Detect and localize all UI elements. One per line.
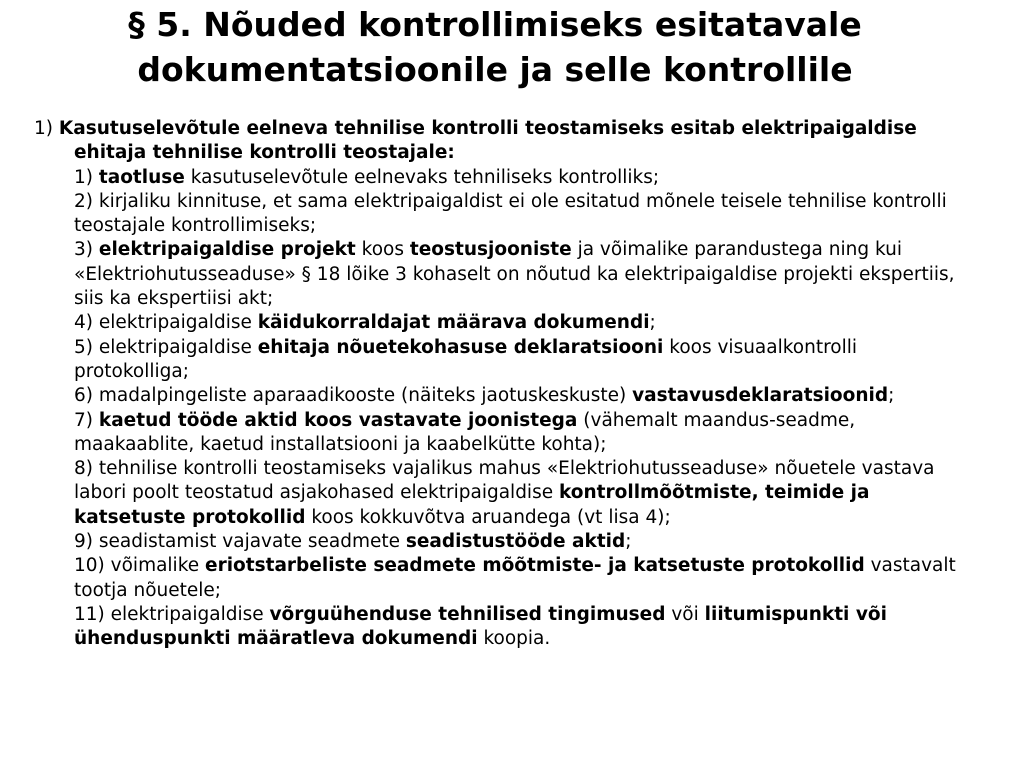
item-text: tehnilise kontrolli teostamiseks vajalikus mahus «Elektriohutusseaduse» nõuetele vastava labori poolt teostatud asjakohased elektripaigaldise xyxy=(74,458,935,504)
item-text-bold: võrguühenduse tehnilised tingimused xyxy=(269,603,666,625)
item-number: 4) xyxy=(74,312,93,334)
list-item xyxy=(74,554,964,603)
item-text-bold: teostusjooniste xyxy=(409,239,572,261)
item-text: ja võimalike parandustega ning kui «Elektriohutusseaduse» § 18 lõike 3 kohaselt on nõutud ka elektripaigaldise projekti ekspertiis, siis ka ekspertiisi akt; xyxy=(74,239,955,310)
item-text-bold: vastavusdeklaratsioonid xyxy=(632,385,889,407)
item-text-bold: käidukorraldajat määrava dokumendi xyxy=(257,312,650,334)
section-number: 1) xyxy=(34,118,53,139)
item-text: koos xyxy=(355,239,410,261)
item-text: koos visuaalkontrolli protokolliga; xyxy=(74,336,858,382)
item-number: 3) xyxy=(74,239,93,261)
item-number: 6) xyxy=(74,385,93,407)
item-text-bold: kaetud tööde aktid koos vastavate joonistega xyxy=(98,409,578,431)
item-number: 2) xyxy=(74,190,93,212)
item-text: elektripaigaldise xyxy=(98,336,258,358)
item-text-bold: taotluse xyxy=(98,166,185,188)
item-text: ; xyxy=(888,385,895,407)
item-text: elektripaigaldise xyxy=(110,603,270,625)
item-text-bold: elektripaigaldise projekt xyxy=(98,239,356,261)
item-text-bold: seadistustööde aktid xyxy=(405,531,626,553)
item-text: madalpingeliste aparaadikooste (näiteks jaotuskeskuste) xyxy=(98,385,633,407)
item-text: võimalike xyxy=(110,555,206,577)
item-text: koos kokkuvõtva aruandega (vt lisa 4); xyxy=(305,506,671,528)
list-item xyxy=(74,603,964,652)
item-number: 8) xyxy=(74,458,93,480)
item-text: (vähemalt maandus-seadme, maakaablite, kaetud installatsiooni ja kaabelkütte kohta); xyxy=(74,409,856,455)
item-text: või xyxy=(665,603,705,625)
item-number: 7) xyxy=(74,409,93,431)
item-text: vastavalt tootja nõuetele; xyxy=(74,555,956,601)
document-body xyxy=(34,117,964,652)
list-item xyxy=(74,530,964,554)
item-number: 5) xyxy=(74,336,93,358)
list-item xyxy=(74,384,964,408)
item-text: elektripaigaldise xyxy=(98,312,258,334)
list-item xyxy=(74,457,964,530)
item-text-bold: ehitaja nõuetekohasuse deklaratsiooni xyxy=(257,336,664,358)
item-text: koopia. xyxy=(477,628,551,650)
requirements-list xyxy=(34,166,964,652)
page-title xyxy=(0,2,990,92)
item-text: ; xyxy=(649,312,656,334)
list-item xyxy=(74,311,964,335)
item-number: 1) xyxy=(74,166,93,188)
list-item xyxy=(74,166,964,190)
item-text: kasutuselevõtule eelnevaks tehniliseks kontrolliks; xyxy=(184,166,660,188)
list-item xyxy=(74,336,964,385)
list-item xyxy=(74,409,964,458)
title-line-2: dokumentatsioonile ja selle kontrollile xyxy=(137,50,853,89)
list-item xyxy=(74,190,964,239)
item-text-bold: eriotstarbeliste seadmete mõõtmiste- ja katsetuste protokollid xyxy=(205,555,865,577)
item-number: 10) xyxy=(74,555,105,577)
title-line-1: § 5. Nõuded kontrollimiseks esitatavale xyxy=(128,5,862,44)
section-heading: Kasutuselevõtule eelneva tehnilise kontrolli teostamiseks esitab elektripaigaldise ehitaja tehnilise kontrolli teostajale: xyxy=(58,118,917,164)
item-text: kirjaliku kinnituse, et sama elektripaigaldist ei ole esitatud mõnele teisele tehnilise kontrolli teostajale kontrollimiseks; xyxy=(74,190,947,237)
item-text: ; xyxy=(625,531,632,553)
item-text: seadistamist vajavate seadmete xyxy=(98,531,406,553)
item-text-bold: liitumispunkti või ühenduspunkti määratleva dokumendi xyxy=(74,603,887,650)
list-item xyxy=(74,238,964,311)
section-intro xyxy=(34,117,964,166)
item-number: 11) xyxy=(74,603,105,625)
item-number: 9) xyxy=(74,531,93,553)
item-text-bold: kontrollmõõtmiste, teimide ja katsetuste protokollid xyxy=(74,482,870,528)
